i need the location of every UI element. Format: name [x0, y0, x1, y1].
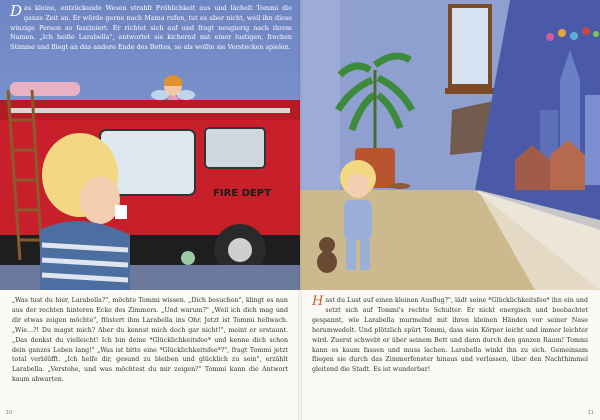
drop-cap-right: H [312, 294, 324, 309]
page-number-left: 10 [6, 410, 13, 416]
pillow [10, 82, 80, 96]
book-gutter [298, 0, 302, 420]
page-number-right: 11 [587, 410, 594, 416]
toy-on-floor [390, 183, 410, 189]
right-paragraph-text: ast du Lust auf einen kleinen Ausflug?", lädt seine *Glücklichkeitsfee* ihn ein und setzt sich auf Tommi's rechte Schulter. Er nickt energisch und beobachtet gespannt, wie Larabella murmelnd mit ihren kleinen Händen vor seiner Nase herumwedelt. Und plötzlich spürt Tommi, dass sein Körper leicht und immer leichter wird. Zuerst schwebt er über seinem Bett und dann durch den ganzen Raum! Tommi kann es kaum fassen und muss lachen. Larabella winkt ihn zu sich. Gemeinsam fliegen sie durch das Zimmerfenster hinaus und verlassen, über den Nachthimmel gleitend die Stadt. Es ist wunderbar! [312, 297, 588, 374]
drop-cap: D [10, 2, 23, 20]
overlay-paragraph: as kleine, entzückende Wesen strahlt Fröhlichkeit aus und lächelt Tommi die ganze Zeit an. Er würde gerne nach Mama rufen, tut es aber nicht, weil ihn diese winzige Person so fasziniert. Er richtet sich auf und fragt neugierig nach ihrem Namen. „Ich heiße Larabella", antwortet sie kichernd mit einer lustigen, frechen Stimme und fliegt an das andere Ende des Bettes, so als wollte sie Verstecken spielen. [10, 4, 292, 52]
bedroom-city-illustration [300, 0, 600, 290]
toy-bug [181, 251, 195, 265]
left-story-paragraph: „Was tust du hier, Larabella?", möchte Tommi wissen. „Dich besuchen", klingt es nun aus der rechten hinteren Ecke des Zimmers. „Und warum?" „Weil ich dich mag und dir etwas zeigen möchte", flüstert ihm Larabella ins Ohr. Jetzt ist Tommi hellwach. „Wie...?! Du magst mich? Aber du kennst mich doch gar nicht!", meint er erstaunt. „Das denkst du vielleicht! Ich bin deine *Glücklichkeitsfee* und kenne dich schon dein ganzes Leben lang!" „Was ist bitte eine *Glücklichkeitsfee*?", fragt Tommi jetzt total verblüfft. „Ich helfe dir, gesund zu bleiben und glücklich zu sein", erzählt Larabella. „Verstehe, und was möchtest du mir zeigen?" Tommi kann die Antwort kaum abwarten. [12, 297, 288, 384]
overlay-story-text [10, 4, 292, 53]
right-story-paragraph [312, 296, 588, 375]
truck-sign: FIRE DEPT [213, 188, 271, 199]
right-page [300, 0, 600, 420]
teddy-bear [317, 237, 337, 273]
